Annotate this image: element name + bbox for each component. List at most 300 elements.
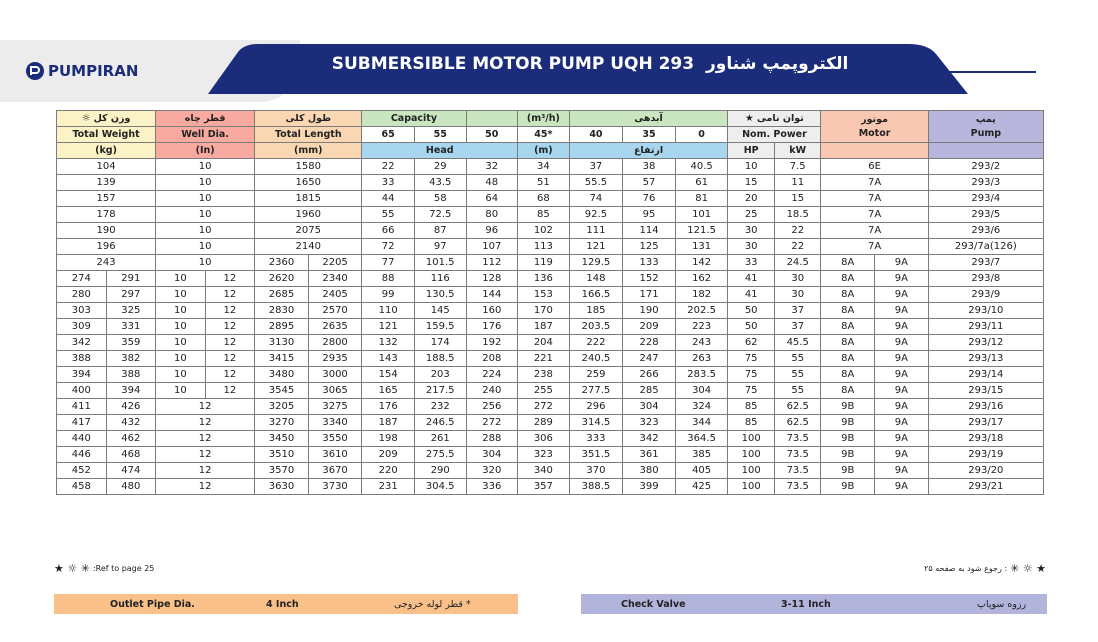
hp-cell: 75 [728, 351, 775, 367]
length-cell: 3730 [308, 479, 362, 495]
head-value-cell: 121.5 [675, 223, 728, 239]
head-value-cell: 333 [569, 431, 623, 447]
head-value-cell: 188.5 [414, 351, 466, 367]
footnote-right-text: رجوع شود به صفحه ۲۵ : [924, 564, 1008, 573]
head-unit: (m) [518, 143, 570, 159]
head-value-cell: 361 [623, 447, 676, 463]
head-value-cell: 131 [675, 239, 728, 255]
weight-cell: 458 [57, 479, 107, 495]
pump-header [928, 111, 1043, 143]
head-value-cell: 289 [518, 415, 570, 431]
motor-cell: 9A [875, 463, 929, 479]
weight-cell: 468 [106, 447, 156, 463]
table-row [57, 223, 1044, 239]
weight-cell: 394 [57, 367, 107, 383]
weight-unit: (kg) [57, 143, 156, 159]
length-cell: 3130 [255, 335, 309, 351]
length-cell: 2895 [255, 319, 309, 335]
head-value-cell: 259 [569, 367, 623, 383]
table-row [57, 191, 1044, 207]
table-row [57, 303, 1044, 319]
power-header-fa: ★ توان نامی [728, 111, 821, 127]
well-dia-cell: 12 [205, 319, 255, 335]
head-value-cell: 222 [569, 335, 623, 351]
head-value-cell: 190 [623, 303, 676, 319]
head-value-cell: 132 [362, 335, 415, 351]
length-cell: 3550 [308, 431, 362, 447]
well-dia-cell: 12 [205, 287, 255, 303]
weight-cell: 297 [106, 287, 156, 303]
weight-header-fa: ☼ وزن کل [57, 111, 156, 127]
length-cell: 3545 [255, 383, 309, 399]
length-cell: 3510 [255, 447, 309, 463]
head-value-cell: 323 [518, 447, 570, 463]
motor-cell: 8A [821, 271, 875, 287]
head-value-cell: 114 [623, 223, 676, 239]
head-value-cell: 187 [518, 319, 570, 335]
head-value-cell: 128 [466, 271, 518, 287]
hp-cell: 100 [728, 447, 775, 463]
kw-cell: 37 [774, 303, 821, 319]
head-value-cell: 121 [569, 239, 623, 255]
head-value-cell: 142 [675, 255, 728, 271]
head-value-cell: 256 [466, 399, 518, 415]
hp-cell: 100 [728, 463, 775, 479]
motor-header [821, 111, 928, 143]
capacity-value-header: 0 [675, 127, 728, 143]
pump-model-cell: 293/16 [928, 399, 1043, 415]
capacity-unit: (m³/h) [518, 111, 570, 127]
head-value-cell: 92.5 [569, 207, 623, 223]
head-value-cell: 202.5 [675, 303, 728, 319]
weight-cell: 331 [106, 319, 156, 335]
kw-cell: 22 [774, 223, 821, 239]
head-value-cell: 296 [569, 399, 623, 415]
head-value-cell: 55 [362, 207, 415, 223]
welldia-unit: (In) [156, 143, 255, 159]
table-row [57, 351, 1044, 367]
head-value-cell: 144 [466, 287, 518, 303]
brand-name: PUMPIRAN [48, 62, 139, 80]
head-value-cell: 32 [466, 159, 518, 175]
capacity-value-header: 65 [362, 127, 415, 143]
head-value-cell: 203 [414, 367, 466, 383]
well-dia-cell: 12 [156, 399, 255, 415]
head-value-cell: 88 [362, 271, 415, 287]
pump-model-cell: 293/4 [928, 191, 1043, 207]
well-dia-cell: 12 [156, 415, 255, 431]
head-value-cell: 224 [466, 367, 518, 383]
motor-cell: 9A [875, 399, 929, 415]
weight-cell: 446 [57, 447, 107, 463]
head-value-cell: 231 [362, 479, 415, 495]
head-value-cell: 110 [362, 303, 415, 319]
spec-table-body [57, 159, 1044, 495]
pump-model-cell: 293/18 [928, 431, 1043, 447]
pump-spec-table [56, 110, 1044, 495]
motor-header-fa: موتور [861, 113, 888, 125]
kw-cell: 30 [774, 287, 821, 303]
motor-cell: 9B [821, 431, 875, 447]
well-dia-cell: 10 [156, 303, 206, 319]
head-value-cell: 57 [623, 175, 676, 191]
weight-cell: 178 [57, 207, 156, 223]
length-cell: 2935 [308, 351, 362, 367]
length-cell: 1580 [255, 159, 362, 175]
hp-cell: 15 [728, 175, 775, 191]
footnote-left [54, 562, 154, 575]
length-cell: 2685 [255, 287, 309, 303]
pump-model-cell: 293/17 [928, 415, 1043, 431]
head-value-cell: 261 [414, 431, 466, 447]
capacity-header-en: Capacity [362, 111, 466, 127]
pump-header-en: Pump [970, 127, 1002, 139]
motor-cell: 8A [821, 287, 875, 303]
head-value-cell: 136 [518, 271, 570, 287]
well-dia-cell: 10 [156, 383, 206, 399]
length-cell: 3570 [255, 463, 309, 479]
table-row [57, 271, 1044, 287]
length-cell: 3610 [308, 447, 362, 463]
pump-model-cell: 293/5 [928, 207, 1043, 223]
hp-cell: 100 [728, 431, 775, 447]
weight-cell: 394 [106, 383, 156, 399]
head-value-cell: 385 [675, 447, 728, 463]
motor-cell: 9A [875, 351, 929, 367]
weight-cell: 359 [106, 335, 156, 351]
weight-cell: 400 [57, 383, 107, 399]
head-value-cell: 112 [466, 255, 518, 271]
motor-header-en: Motor [858, 127, 891, 139]
head-value-cell: 95 [623, 207, 676, 223]
footnote-left-text: :Ref to page 25 [92, 564, 155, 573]
capacity-value-header: 55 [414, 127, 466, 143]
head-value-cell: 198 [362, 431, 415, 447]
well-dia-cell: 10 [156, 223, 255, 239]
motor-cell: 9B [821, 463, 875, 479]
motor-cell: 8A [821, 303, 875, 319]
brand-logo [26, 62, 138, 80]
well-dia-cell: 12 [156, 463, 255, 479]
title-persian: الکتروپمپ شناور [706, 54, 849, 74]
head-value-cell: 208 [466, 351, 518, 367]
kw-cell: 73.5 [774, 479, 821, 495]
footnote-symbols-icon: ✳ ☼ ★ [1010, 562, 1046, 575]
head-value-cell: 277.5 [569, 383, 623, 399]
table-row [57, 287, 1044, 303]
pump-model-cell: 293/7 [928, 255, 1043, 271]
head-value-cell: 101 [675, 207, 728, 223]
table-row [57, 319, 1044, 335]
head-value-cell: 314.5 [569, 415, 623, 431]
motor-cell: 8A [821, 383, 875, 399]
motor-cell: 8A [821, 319, 875, 335]
well-dia-cell: 10 [156, 191, 255, 207]
weight-cell: 474 [106, 463, 156, 479]
head-value-cell: 154 [362, 367, 415, 383]
hp-cell: 20 [728, 191, 775, 207]
head-value-cell: 304 [675, 383, 728, 399]
well-dia-cell: 12 [205, 351, 255, 367]
motor-cell: 9A [875, 271, 929, 287]
table-row [57, 207, 1044, 223]
head-value-cell: 275.5 [414, 447, 466, 463]
pump-model-cell: 293/11 [928, 319, 1043, 335]
welldia-header-fa: قطر چاه [156, 111, 255, 127]
head-value-cell: 125 [623, 239, 676, 255]
head-value-cell: 370 [569, 463, 623, 479]
kw-cell: 15 [774, 191, 821, 207]
head-value-cell: 246.5 [414, 415, 466, 431]
pump-header-fa: پمپ [975, 113, 996, 125]
weight-cell: 325 [106, 303, 156, 319]
well-dia-cell: 10 [156, 207, 255, 223]
well-dia-cell: 12 [205, 303, 255, 319]
weight-cell: 342 [57, 335, 107, 351]
head-value-cell: 232 [414, 399, 466, 415]
well-dia-cell: 10 [156, 287, 206, 303]
weight-cell: 274 [57, 271, 107, 287]
hp-cell: 50 [728, 303, 775, 319]
head-value-cell: 388.5 [569, 479, 623, 495]
capacity-value-header: 50 [466, 127, 518, 143]
outlet-pipe-bar [54, 594, 518, 614]
length-cell: 2205 [308, 255, 362, 271]
head-value-cell: 187 [362, 415, 415, 431]
weight-cell: 417 [57, 415, 107, 431]
weight-cell: 462 [106, 431, 156, 447]
head-value-cell: 304 [466, 447, 518, 463]
capacity-value-header: 45* [518, 127, 570, 143]
head-value-cell: 243 [675, 335, 728, 351]
table-row [57, 175, 1044, 191]
weight-cell: 452 [57, 463, 107, 479]
head-value-cell: 61 [675, 175, 728, 191]
kw-cell: 30 [774, 271, 821, 287]
head-value-cell: 166.5 [569, 287, 623, 303]
hp-cell: 85 [728, 399, 775, 415]
welldia-header-en: Well Dia. [156, 127, 255, 143]
head-value-cell: 238 [518, 367, 570, 383]
weight-cell: 480 [106, 479, 156, 495]
well-dia-cell: 10 [156, 367, 206, 383]
table-row [57, 479, 1044, 495]
head-value-cell: 159.5 [414, 319, 466, 335]
table-row [57, 383, 1044, 399]
check-valve-bar [581, 594, 1047, 614]
head-value-cell: 209 [362, 447, 415, 463]
head-value-cell: 99 [362, 287, 415, 303]
motor-cell: 7A [821, 175, 928, 191]
well-dia-cell: 10 [156, 175, 255, 191]
weight-cell: 157 [57, 191, 156, 207]
hp-cell: 25 [728, 207, 775, 223]
head-value-cell: 133 [623, 255, 676, 271]
length-cell: 2075 [255, 223, 362, 239]
head-value-cell: 34 [518, 159, 570, 175]
head-value-cell: 107 [466, 239, 518, 255]
pumpiran-logo-icon [26, 62, 44, 80]
head-value-cell: 351.5 [569, 447, 623, 463]
head-value-cell: 121 [362, 319, 415, 335]
kw-cell: 73.5 [774, 447, 821, 463]
weight-cell: 243 [57, 255, 156, 271]
well-dia-cell: 10 [156, 351, 206, 367]
head-value-cell: 364.5 [675, 431, 728, 447]
kw-cell: 55 [774, 383, 821, 399]
hp-cell: 75 [728, 383, 775, 399]
table-row [57, 159, 1044, 175]
well-dia-cell: 12 [156, 479, 255, 495]
table-row [57, 415, 1044, 431]
head-value-cell: 153 [518, 287, 570, 303]
kw-cell: 24.5 [774, 255, 821, 271]
head-value-cell: 228 [623, 335, 676, 351]
length-header-fa: طول کلی [255, 111, 362, 127]
motor-cell: 7A [821, 191, 928, 207]
title-english: SUBMERSIBLE MOTOR PUMP UQH 293 [331, 54, 695, 74]
head-value-cell: 176 [362, 399, 415, 415]
check-valve-label-fa: رزوه سوپاپ [977, 598, 1027, 610]
head-value-cell: 162 [675, 271, 728, 287]
header-rule [940, 71, 1036, 73]
motor-cell: 8A [821, 351, 875, 367]
weight-cell: 440 [57, 431, 107, 447]
head-value-cell: 304 [623, 399, 676, 415]
head-value-cell: 66 [362, 223, 415, 239]
table-row [57, 431, 1044, 447]
length-cell: 3205 [255, 399, 309, 415]
head-value-cell: 399 [623, 479, 676, 495]
weight-cell: 432 [106, 415, 156, 431]
head-value-cell: 425 [675, 479, 728, 495]
length-cell: 3415 [255, 351, 309, 367]
motor-cell: 9A [875, 415, 929, 431]
well-dia-cell: 12 [205, 271, 255, 287]
length-cell: 3065 [308, 383, 362, 399]
weight-cell: 104 [57, 159, 156, 175]
length-cell: 2800 [308, 335, 362, 351]
well-dia-cell: 12 [205, 383, 255, 399]
hp-cell: 41 [728, 287, 775, 303]
kw-header: kW [774, 143, 821, 159]
length-cell: 3630 [255, 479, 309, 495]
kw-cell: 73.5 [774, 463, 821, 479]
pump-model-cell: 293/13 [928, 351, 1043, 367]
head-value-cell: 320 [466, 463, 518, 479]
well-dia-cell: 12 [205, 335, 255, 351]
head-value-cell: 58 [414, 191, 466, 207]
head-header-fa: ارتفاع [569, 143, 728, 159]
check-valve-label-en: Check Valve [621, 598, 686, 610]
head-value-cell: 285 [623, 383, 676, 399]
table-row [57, 447, 1044, 463]
pump-model-cell: 293/19 [928, 447, 1043, 463]
capacity-header-fa: آبدهی [569, 111, 728, 127]
weight-cell: 190 [57, 223, 156, 239]
head-value-cell: 336 [466, 479, 518, 495]
head-value-cell: 101.5 [414, 255, 466, 271]
outlet-label-fa: قطر لوله خروجی * [394, 598, 471, 610]
head-value-cell: 272 [518, 399, 570, 415]
hp-header: HP [728, 143, 775, 159]
weight-cell: 291 [106, 271, 156, 287]
length-cell: 2360 [255, 255, 309, 271]
head-value-cell: 342 [623, 431, 676, 447]
motor-cell: 7A [821, 207, 928, 223]
length-cell: 3270 [255, 415, 309, 431]
pump-header-cont [928, 143, 1043, 159]
outlet-value: 4 Inch [266, 598, 299, 610]
head-value-cell: 160 [466, 303, 518, 319]
length-cell: 3450 [255, 431, 309, 447]
power-header-en: Nom. Power [728, 127, 821, 143]
kw-cell: 18.5 [774, 207, 821, 223]
length-cell: 2140 [255, 239, 362, 255]
weight-cell: 196 [57, 239, 156, 255]
head-value-cell: 55.5 [569, 175, 623, 191]
capacity-value-header: 35 [623, 127, 676, 143]
capacity-header-blank [466, 111, 518, 127]
head-value-cell: 223 [675, 319, 728, 335]
length-cell: 1960 [255, 207, 362, 223]
pump-model-cell: 293/15 [928, 383, 1043, 399]
head-value-cell: 174 [414, 335, 466, 351]
well-dia-cell: 10 [156, 255, 255, 271]
head-value-cell: 165 [362, 383, 415, 399]
length-cell: 3275 [308, 399, 362, 415]
weight-cell: 139 [57, 175, 156, 191]
weight-cell: 309 [57, 319, 107, 335]
pump-model-cell: 293/9 [928, 287, 1043, 303]
head-value-cell: 77 [362, 255, 415, 271]
length-cell: 2635 [308, 319, 362, 335]
hp-cell: 33 [728, 255, 775, 271]
motor-cell: 9A [875, 431, 929, 447]
head-value-cell: 171 [623, 287, 676, 303]
head-value-cell: 220 [362, 463, 415, 479]
length-cell: 3000 [308, 367, 362, 383]
head-value-cell: 204 [518, 335, 570, 351]
head-value-cell: 96 [466, 223, 518, 239]
table-row [57, 399, 1044, 415]
head-value-cell: 48 [466, 175, 518, 191]
head-value-cell: 266 [623, 367, 676, 383]
head-value-cell: 192 [466, 335, 518, 351]
kw-cell: 7.5 [774, 159, 821, 175]
well-dia-cell: 12 [156, 431, 255, 447]
head-value-cell: 263 [675, 351, 728, 367]
kw-cell: 62.5 [774, 415, 821, 431]
head-value-cell: 72 [362, 239, 415, 255]
head-value-cell: 143 [362, 351, 415, 367]
head-header-en: Head [362, 143, 518, 159]
head-value-cell: 272 [466, 415, 518, 431]
head-value-cell: 38 [623, 159, 676, 175]
weight-header-en: Total Weight [57, 127, 156, 143]
head-value-cell: 72.5 [414, 207, 466, 223]
pump-model-cell: 293/10 [928, 303, 1043, 319]
motor-cell: 9A [875, 287, 929, 303]
hp-cell: 75 [728, 367, 775, 383]
kw-cell: 22 [774, 239, 821, 255]
kw-cell: 73.5 [774, 431, 821, 447]
motor-cell: 9B [821, 479, 875, 495]
motor-cell: 8A [821, 335, 875, 351]
pump-model-cell: 293/6 [928, 223, 1043, 239]
length-unit: (mm) [255, 143, 362, 159]
head-value-cell: 185 [569, 303, 623, 319]
